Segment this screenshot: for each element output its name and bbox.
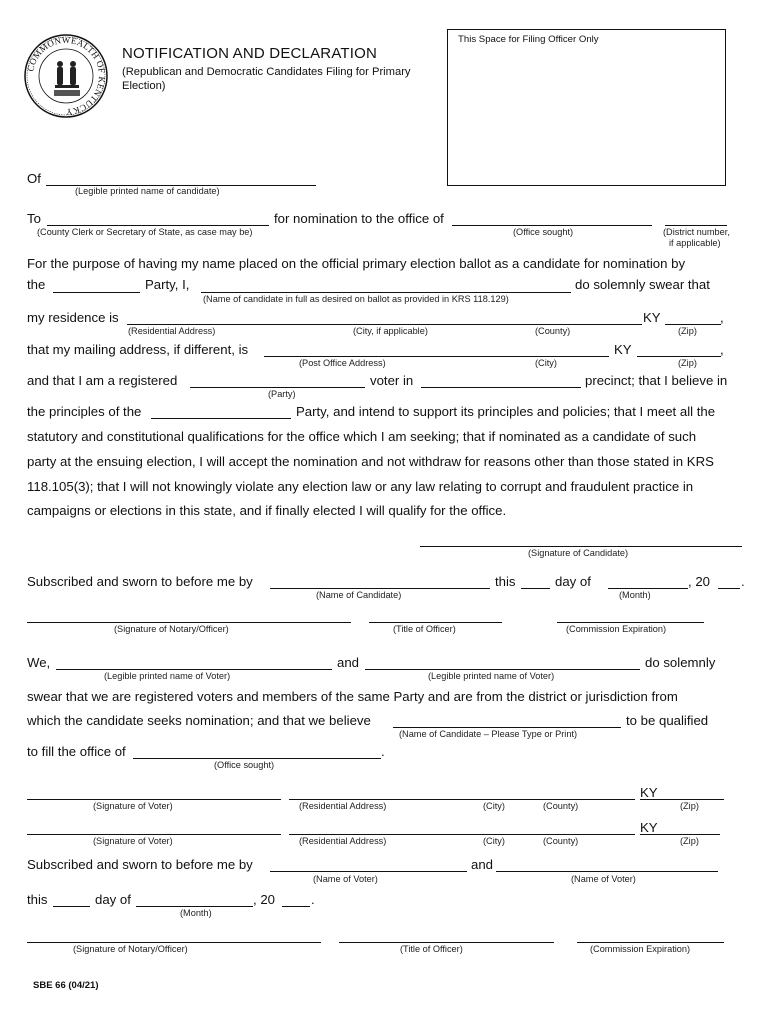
registered-party-field[interactable] xyxy=(190,387,365,388)
body-line-4a: that my mailing address, if different, is xyxy=(27,342,249,357)
notary1-candidate-name-field[interactable] xyxy=(270,588,490,589)
body-line-3-ky: KY xyxy=(643,310,661,325)
voter2-county-caption: (County) xyxy=(543,836,579,846)
notary2-20: , 20 xyxy=(253,892,275,907)
notary2-day-field[interactable] xyxy=(53,906,90,907)
voter1-name-caption: (Legible printed name of Voter) xyxy=(104,671,231,681)
voter1-ky: KY xyxy=(640,785,658,800)
notary2-day-of: day of xyxy=(95,892,131,907)
voter2-name-caption: (Legible printed name of Voter) xyxy=(428,671,555,681)
voters-office-field[interactable] xyxy=(133,758,381,759)
notary1-day-of: day of xyxy=(555,574,591,589)
notary2-voter1-field[interactable] xyxy=(270,871,467,872)
full-name-field[interactable] xyxy=(201,292,571,293)
body-line-7: statutory and constitutional qualifications for the office which I am seeking; that if nominated as a candidate of such xyxy=(27,429,697,444)
body-line-9: 118.105(3); that I will not knowingly violate any election law or any law relating to corrupt and fraudulent practice in xyxy=(27,479,694,494)
notary1-period: . xyxy=(741,574,745,589)
candidate-signature-field[interactable] xyxy=(420,546,742,547)
notary2-this: this xyxy=(27,892,48,907)
po-caption: (Post Office Address) xyxy=(299,358,386,368)
notary2-signature-field[interactable] xyxy=(27,942,321,943)
to-label: To xyxy=(27,211,41,226)
voter2-address-field[interactable] xyxy=(289,834,635,835)
body-line-5c: precinct; that I believe in xyxy=(585,373,728,388)
body-line-2b: Party, I, xyxy=(145,277,190,292)
notary1-this: this xyxy=(495,574,516,589)
notary2-voter2-caption: (Name of Voter) xyxy=(571,874,636,884)
notary1-commission-field[interactable] xyxy=(557,622,704,623)
notary1-month-field[interactable] xyxy=(608,588,688,589)
voter1-county-caption: (County) xyxy=(543,801,579,811)
voter1-zip-caption: (Zip) xyxy=(680,801,699,811)
clerk-caption: (County Clerk or Secretary of State, as case may be) xyxy=(37,227,253,237)
body-line-3a: my residence is xyxy=(27,310,119,325)
notary2-and: and xyxy=(471,857,494,872)
voter2-signature-field[interactable] xyxy=(27,834,281,835)
voters-office-caption: (Office sought) xyxy=(214,760,275,770)
voters-swear-line: swear that we are registered voters and members of the same Party and are from the district or jurisdiction from xyxy=(27,689,678,704)
notary1-title-field[interactable] xyxy=(369,622,502,623)
office-caption: (Office sought) xyxy=(513,227,574,237)
filing-officer-box[interactable] xyxy=(447,29,726,186)
voter1-city-caption: (City) xyxy=(483,801,505,811)
notary2-title-field[interactable] xyxy=(339,942,554,943)
notary1-year-field[interactable] xyxy=(718,588,740,589)
nomination-text: for nomination to the office of xyxy=(274,211,444,226)
notary1-text-a: Subscribed and sworn to before me by xyxy=(27,574,253,589)
notary2-month-caption: (Month) xyxy=(180,908,212,918)
body-line-6a: the principles of the xyxy=(27,404,142,419)
notary2-signature-caption: (Signature of Notary/Officer) xyxy=(73,944,188,954)
mailing-address-field[interactable] xyxy=(264,356,609,357)
district-caption-2: if applicable) xyxy=(669,238,721,248)
notary2-voter2-field[interactable] xyxy=(496,871,718,872)
notary1-signature-field[interactable] xyxy=(27,622,351,623)
body-line-2c: do solemnly swear that xyxy=(575,277,710,292)
voter1-address-field[interactable] xyxy=(289,799,635,800)
precinct-field[interactable] xyxy=(421,387,581,388)
voters-candidate-caption: (Name of Candidate – Please Type or Print) xyxy=(399,729,578,739)
principles-party-field[interactable] xyxy=(151,418,291,419)
voters-candidate-field[interactable] xyxy=(393,727,621,728)
residence-county-caption: (County) xyxy=(535,326,571,336)
candidate-name-caption: (Legible printed name of candidate) xyxy=(75,186,220,196)
form-number: SBE 66 (04/21) xyxy=(33,980,99,991)
voters-office-text: to fill the office of xyxy=(27,744,126,759)
notary1-20: , 20 xyxy=(688,574,710,589)
kentucky-seal xyxy=(24,34,108,118)
voter1-signature-field[interactable] xyxy=(27,799,281,800)
voters-believe-a: which the candidate seeks nomination; and that we believe xyxy=(27,713,371,728)
notary1-commission-caption: (Commission Expiration) xyxy=(566,624,667,634)
voter2-city-caption: (City) xyxy=(483,836,505,846)
voter2-name-field[interactable] xyxy=(365,669,640,670)
body-line-6b: Party, and intend to support its principles and policies; that I meet all the xyxy=(296,404,716,419)
notary1-candidate-caption: (Name of Candidate) xyxy=(316,590,402,600)
voters-we: We, xyxy=(27,655,51,670)
residence-comma: , xyxy=(720,310,724,325)
voter2-signature-caption: (Signature of Voter) xyxy=(93,836,173,846)
page-subtitle: (Republican and Democratic Candidates Filing for Primary Election) xyxy=(122,66,411,92)
residence-zip-caption: (Zip) xyxy=(678,326,697,336)
voter2-zip-caption: (Zip) xyxy=(680,836,699,846)
mailing-zip-caption: (Zip) xyxy=(678,358,697,368)
body-line-5a: and that I am a registered xyxy=(27,373,178,388)
full-name-caption: (Name of candidate in full as desired on ballot as provided in KRS 118.129) xyxy=(203,294,509,304)
body-line-2a: the xyxy=(27,277,46,292)
residence-field[interactable] xyxy=(127,324,642,325)
notary2-month-field[interactable] xyxy=(136,906,253,907)
notary2-period: . xyxy=(311,892,315,907)
district-caption-1: (District number, xyxy=(663,227,730,237)
voter2-res-caption: (Residential Address) xyxy=(299,836,387,846)
mailing-comma: , xyxy=(720,342,724,357)
notary2-year-field[interactable] xyxy=(282,906,310,907)
voters-believe-b: to be qualified xyxy=(626,713,709,728)
voters-and: and xyxy=(337,655,360,670)
voter2-ky: KY xyxy=(640,820,658,835)
body-line-8: party at the ensuing election, I will accept the nomination and not withdraw for reasons other than those stated in KRS xyxy=(27,454,714,469)
voter2-zip-field[interactable] xyxy=(640,834,720,835)
body-line-10: campaigns or elections in this state, and if finally elected I will qualify for the office. xyxy=(27,503,507,518)
voters-office-period: . xyxy=(381,744,385,759)
candidate-signature-caption: (Signature of Candidate) xyxy=(528,548,629,558)
body-line-5b: voter in xyxy=(370,373,414,388)
notary1-title-caption: (Title of Officer) xyxy=(393,624,456,634)
of-label: Of xyxy=(27,171,41,186)
seal-text: COMMONWEALTH OF KENTUCKY xyxy=(25,34,108,118)
residence-caption: (Residential Address) xyxy=(128,326,216,336)
notary1-day-field[interactable] xyxy=(521,588,550,589)
residence-city-caption: (City, if applicable) xyxy=(353,326,428,336)
voter1-name-field[interactable] xyxy=(56,669,332,670)
office-sought-field[interactable] xyxy=(452,225,652,226)
body-line-1: For the purpose of having my name placed on the official primary election ballot as a candidate for nomination by xyxy=(27,256,686,271)
voter1-signature-caption: (Signature of Voter) xyxy=(93,801,173,811)
voter1-zip-field[interactable] xyxy=(640,799,724,800)
party-field-1[interactable] xyxy=(53,292,140,293)
notary1-signature-caption: (Signature of Notary/Officer) xyxy=(114,624,229,634)
mailing-city-caption: (City) xyxy=(535,358,557,368)
notary2-voter1-caption: (Name of Voter) xyxy=(313,874,378,884)
notary2-commission-caption: (Commission Expiration) xyxy=(590,944,691,954)
notary2-title-caption: (Title of Officer) xyxy=(400,944,463,954)
notary1-month-caption: (Month) xyxy=(619,590,651,600)
residence-zip-field[interactable] xyxy=(665,324,721,325)
body-line-4-ky: KY xyxy=(614,342,632,357)
clerk-field[interactable] xyxy=(47,225,269,226)
notary2-commission-field[interactable] xyxy=(577,942,724,943)
voters-do-solemnly: do solemnly xyxy=(645,655,716,670)
filing-box-label: This Space for Filing Officer Only xyxy=(458,34,599,45)
notary2-text-a: Subscribed and sworn to before me by xyxy=(27,857,253,872)
party-caption: (Party) xyxy=(268,389,296,399)
voter1-res-caption: (Residential Address) xyxy=(299,801,387,811)
page-title: NOTIFICATION AND DECLARATION xyxy=(122,45,378,62)
mailing-zip-field[interactable] xyxy=(637,356,721,357)
district-field[interactable] xyxy=(665,225,727,226)
